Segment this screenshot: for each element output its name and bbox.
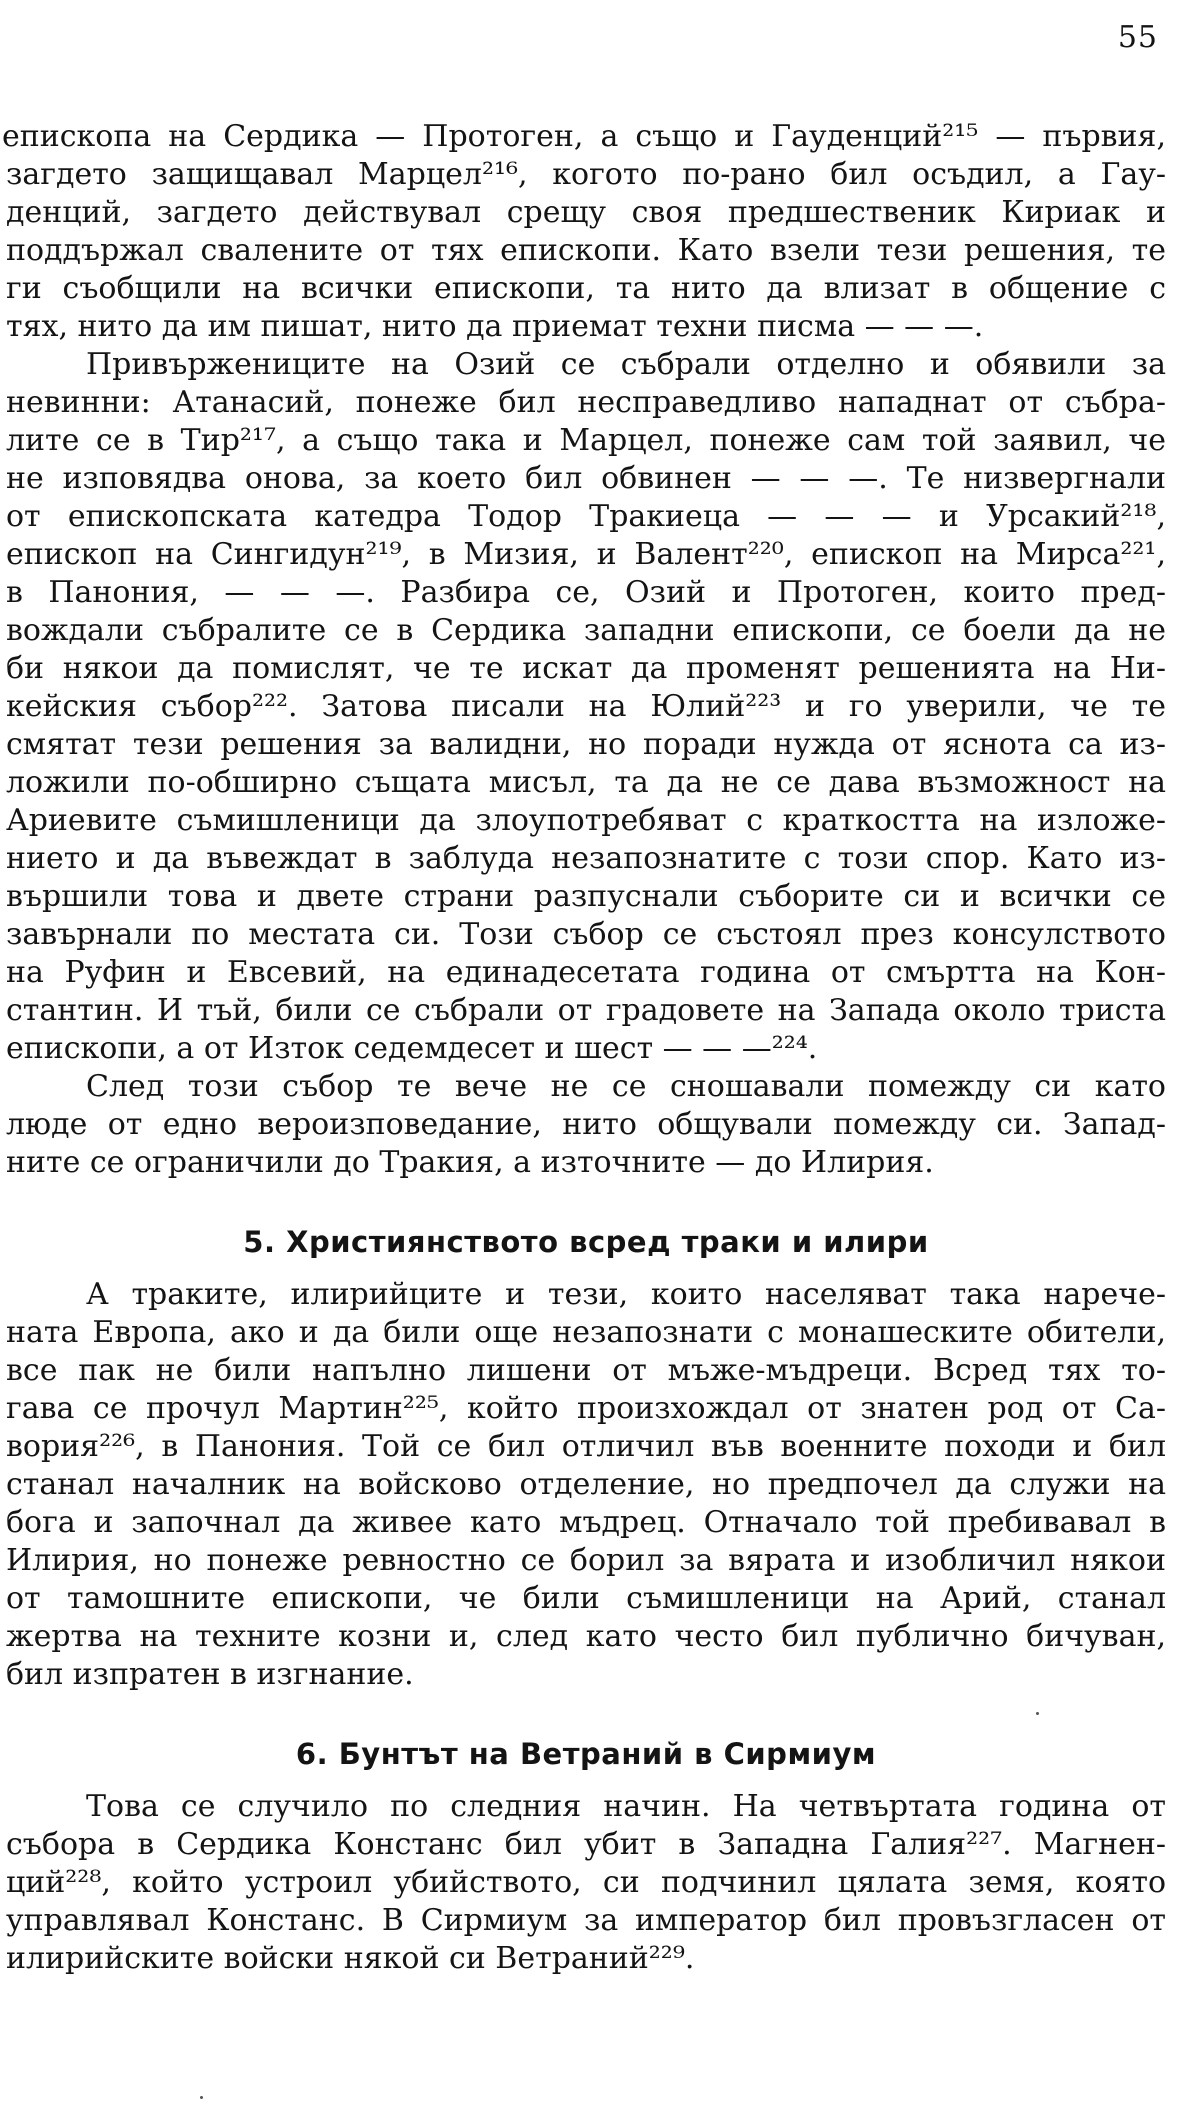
spacer — [0, 1694, 1172, 1734]
text-line: стантин. И тъй, били се събрали от градовете на Запада около триста — [6, 993, 1166, 1028]
text-line: поддържал сваленитe от тях епископи. Като взели тези решения, те — [6, 233, 1166, 268]
text-line: А траките, илирийците и тези, които населяват така нарече- — [86, 1277, 1166, 1312]
text-line: гава се прочул Мартин²²⁵, който произхождал от знатен род от Са- — [6, 1391, 1166, 1426]
text-line: Илирия, но понеже ревностно се борил за вярата и изобличил някои — [6, 1543, 1166, 1578]
text-line: все пак не били напълно лишени от мъже-мъдреци. Всред тях то- — [6, 1353, 1166, 1388]
text-line: събора в Сердика Констанс бил убит в Западна Галия²²⁷. Магнен- — [6, 1827, 1166, 1862]
text-line: люде от едно вероизповедание, нито общували помежду си. Запад- — [6, 1107, 1166, 1142]
spacer — [0, 1182, 1172, 1222]
text-line: Привържениците на Озий се събрали отделно и обявили за — [86, 347, 1166, 382]
page-number: 55 — [1117, 20, 1158, 55]
text-block-1 — [0, 118, 1172, 1182]
text-line: в Панония, — — —. Разбира се, Озий и Протоген, които пред- — [6, 575, 1166, 610]
text-line: на Руфин и Евсевий, на единадесетата година от смъртта на Кон- — [6, 955, 1166, 990]
text-line: бога и започнал да живее като мъдрец. Отначало той пребивавал в — [6, 1505, 1166, 1540]
text-block-2 — [0, 1276, 1172, 1694]
text-line: би някои да помислят, че те искат да променят решенията на Ни- — [6, 651, 1166, 686]
text-line: невинни: Атанасий, понеже бил несправедливо нападнат от събра- — [6, 385, 1166, 420]
print-speck — [200, 2096, 203, 2099]
section-heading-6: 6. Бунтът на Ветраний в Сирмиум — [295, 1737, 877, 1771]
text-line: ните се ограничили до Тракия, а източните — до Илирия. — [6, 1145, 934, 1180]
text-line: ната Европа, ако и да били още незапознати с монашеските обители, — [6, 1315, 1166, 1350]
text-line: ги съобщили на всички епископи, та нито да влизат в общение с — [6, 271, 1166, 306]
print-speck — [1036, 1712, 1039, 1715]
text-line: не изповядва онова, за което бил обвинен — — —. Те низвергнали — [6, 461, 1166, 496]
text-line: епископа на Сердика — Протоген, а също и Гауденций²¹⁵ — първия, — [2, 119, 1166, 154]
text-line: тях, нито да им пишат, нито да приемат техни писма — — —. — [6, 309, 984, 344]
text-line: Това се случило по следния начин. На четвъртата година от — [86, 1789, 1166, 1824]
page-content — [0, 118, 1172, 1978]
text-line: илирийските войски някой си Ветраний²²⁹. — [6, 1941, 695, 1976]
text-line: бил изпратен в изгнание. — [6, 1657, 414, 1692]
text-line: вория²²⁶, в Панония. Той се бил отличил във военните походи и бил — [6, 1429, 1166, 1464]
text-line: управлявал Констанс. В Сирмиум за император бил провъзгласен от — [6, 1903, 1166, 1938]
spacer — [0, 1774, 1172, 1788]
text-line: лите се в Тир²¹⁷, а също така и Марцел, понеже сам той заявил, че — [6, 423, 1166, 458]
text-line: епископи, а от Изток седемдесет и шест — — —²²⁴. — [6, 1031, 818, 1066]
text-line: загдето защищавал Марцел²¹⁶, когото по-рано бил осъдил, а Гау- — [6, 157, 1166, 192]
text-line: ций²²⁸, който устроил убийството, си подчинил цялата земя, която — [6, 1865, 1166, 1900]
text-line: жертва на техните козни и, след като често бил публично бичуван, — [6, 1619, 1166, 1654]
text-line: смятат тези решения за валидни, но поради нужда от яснота са из- — [6, 727, 1166, 762]
text-line: вършили това и двете страни разпуснали съборите си и всички се — [6, 879, 1166, 914]
text-line: След този събор те вече не се сношавали помежду си като — [86, 1069, 1166, 1104]
text-line: от тамошните епископи, че били съмишленици на Арий, станал — [6, 1581, 1166, 1616]
text-line: денций, загдето действувал срещу своя предшественик Кириак и — [6, 195, 1166, 230]
section-heading-5: 5. Християнството всред траки и илири — [243, 1225, 929, 1259]
text-line: вождали събралите се в Сердика западни епископи, се боели да не — [6, 613, 1166, 648]
text-line: ложили по-обширно същата мисъл, та да не се дава възможност на — [6, 765, 1166, 800]
text-line: станал началник на войсково отделение, но предпочел да служи на — [6, 1467, 1166, 1502]
spacer — [0, 1262, 1172, 1276]
text-line: завърнали по местата си. Този събор се състоял през консулството — [6, 917, 1166, 952]
text-line: кейския събор²²². Затова писали на Юлий²²³ и го уверили, че те — [6, 689, 1166, 724]
text-line: епископ на Сингидун²¹⁹, в Мизия, и Валент²²⁰, епископ на Мирса²²¹, — [6, 537, 1166, 572]
text-line: нието и да въвеждат в заблуда незапознатите с този спор. Като из- — [6, 841, 1166, 876]
text-block-3 — [0, 1788, 1172, 1978]
text-line: от епископската катедра Тодор Тракиеца — — — и Урсакий²¹⁸, — [6, 499, 1166, 534]
text-line: Ариевите съмишленици да злоупотребяват с краткостта на изложе- — [6, 803, 1166, 838]
